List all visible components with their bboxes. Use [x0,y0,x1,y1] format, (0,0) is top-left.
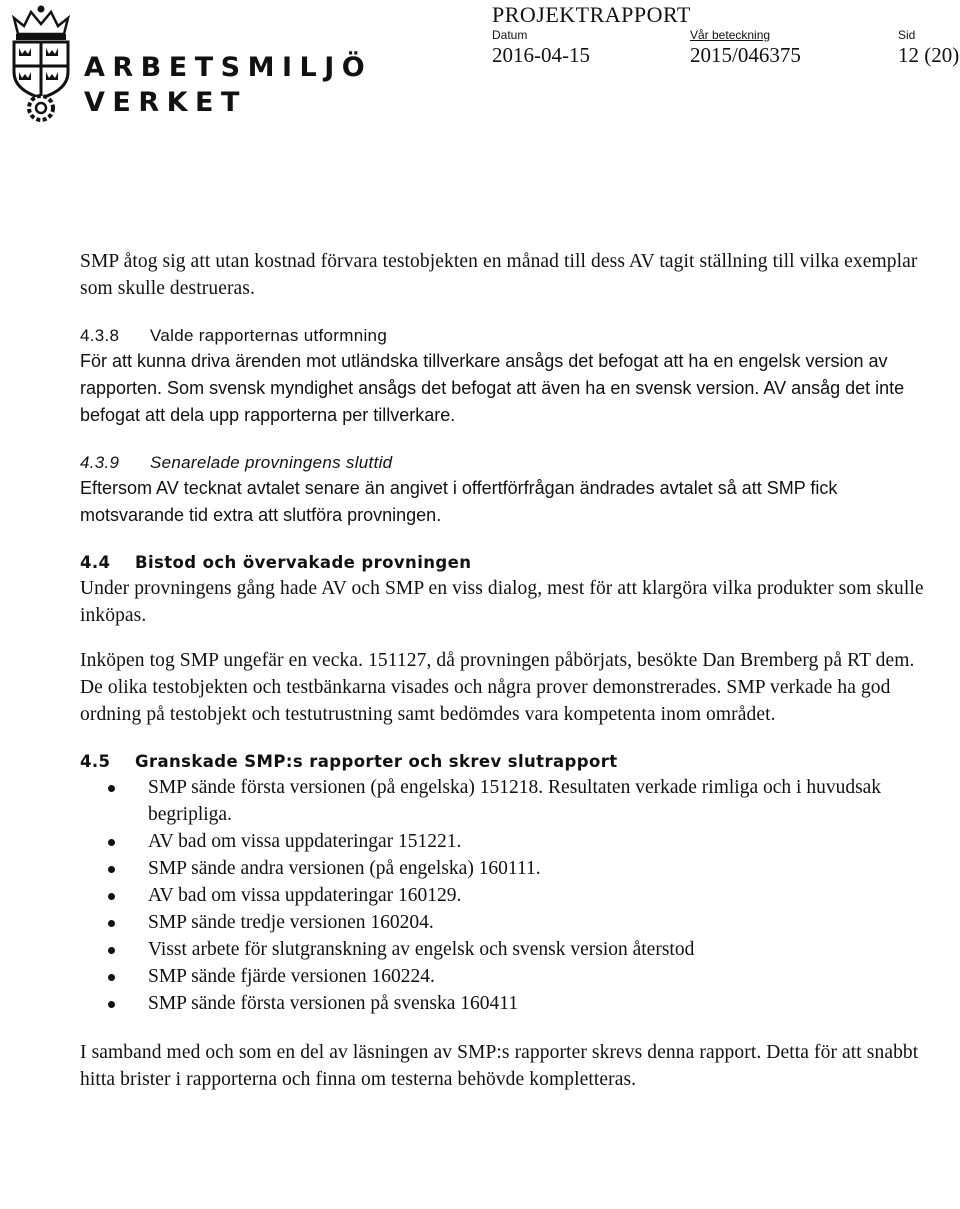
list-item: AV bad om vissa uppdateringar 151221. [108,828,940,855]
paragraph-report-format: För att kunna driva ärenden mot utländska tillverkare ansågs det befogat att ha en engelsk version av rapporten. Som svensk myndighet ansågs det befogat att även ha en svensk version. AV ansåg det inte befogat att dela upp rapporterna per tillverkare. [80,351,905,425]
bullet-icon [108,974,115,981]
list-item: SMP sände första versionen på svenska 160411 [108,990,940,1017]
paragraph-storage: SMP åtog sig att utan kostnad förvara testobjekten en månad till dess AV tagit ställning till vilka exemplar som skulle destrueras. [80,251,918,299]
heading-title: Senarelade provningens sluttid [150,453,393,472]
bullet-icon [108,866,115,873]
bullet-icon [108,1001,115,1008]
heading-number: 4.4 [80,553,111,572]
heading-title: Valde rapporternas utformning [150,326,388,345]
heading-4-3-9 [80,451,940,475]
agency-wordmark [84,50,372,120]
list-item: SMP sände andra versionen (på engelska) 160111. [108,855,940,882]
heading-number: 4.3.9 [80,453,120,472]
bullet-icon [108,893,115,900]
date-label: Datum [492,28,528,42]
agency-crest-logo [4,4,78,122]
heading-title: Bistod och övervakade provningen [135,553,472,572]
document-type: PROJEKTRAPPORT [492,2,691,27]
paragraph-deadline: Eftersom AV tecknat avtalet senare än angivet i offertförfrågan ändrades avtalet så att SMP fick motsvarande tid extra att slutföra provningen. [80,478,838,525]
list-item: SMP sände tredje versionen 160204. [108,909,940,936]
timeline-list [108,774,940,1017]
bullet-icon [108,785,115,792]
paragraph-dialog: Under provningens gång hade AV och SMP en viss dialog, mest för att klargöra vilka produkter som skulle inköpas. [80,578,924,626]
document-body [80,248,940,1093]
list-item: AV bad om vissa uppdateringar 160129. [108,882,940,909]
reference-value: 2015/046375 [690,43,801,67]
bullet-icon [108,920,115,927]
page-number: 12 (20) [898,43,960,67]
heading-number: 4.5 [80,752,111,771]
reference-label: Vår beteckning [690,28,771,42]
date-value: 2016-04-15 [492,43,590,67]
heading-title: Granskade SMP:s rapporter och skrev slutrapport [135,752,618,771]
list-item: SMP sände fjärde versionen 160224. [108,963,940,990]
bullet-icon [108,947,115,954]
bullet-icon [108,839,115,846]
paragraph-visit: Inköpen tog SMP ungefär en vecka. 151127, då provningen påbörjats, besökte Dan Bremberg på RT dem. De olika testobjekten och testbänkarna visades och några prover demonstrerades. SMP verkade ha god ordning på testobjekt och testutrustning samt bedömdes vara kompetenta inom området. [80,650,915,725]
wordmark-line-1: ARBETSMILJÖ [84,52,373,83]
heading-number: 4.3.8 [80,326,120,345]
page-label: Sid [898,28,916,42]
list-item: Visst arbete för slutgranskning av engelsk och svensk version återstod [108,936,940,963]
heading-4-5 [80,750,940,774]
list-item: SMP sände första versionen (på engelska) 151218. Resultaten verkade rimliga och i huvudsak begripliga. [108,774,940,828]
wordmark-line-2: VERKET [84,87,247,118]
heading-4-3-8 [80,324,940,348]
heading-4-4 [80,551,940,575]
paragraph-closing: I samband med och som en del av läsningen av SMP:s rapporter skrevs denna rapport. Detta för att snabbt hitta brister i rapporterna och finna om testerna behövde kompletteras. [80,1042,919,1090]
